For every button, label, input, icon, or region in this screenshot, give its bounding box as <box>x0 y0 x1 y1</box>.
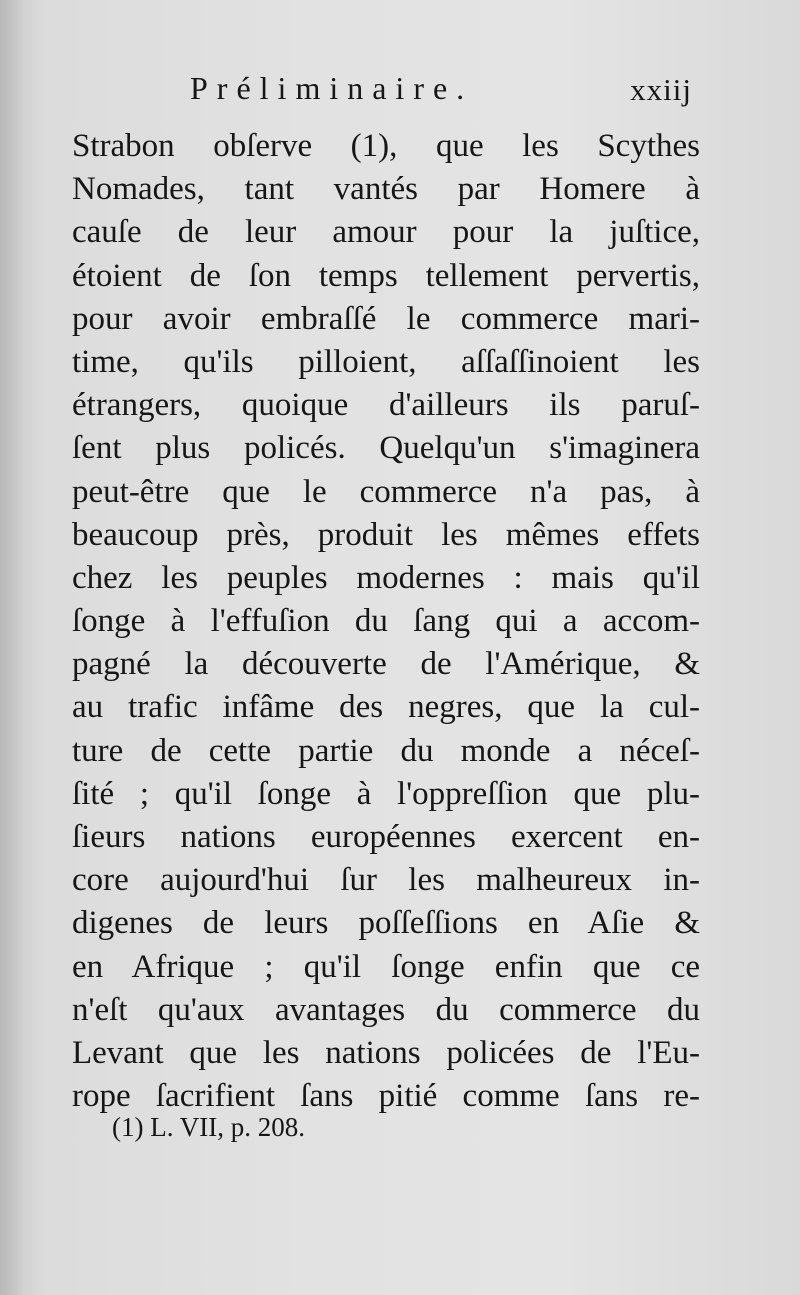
text-line: Levant que les nations policées de l'Eu- <box>72 1034 700 1071</box>
text-line: digenes de leurs poſſeſſions en Aſie & <box>72 905 700 942</box>
text-line: au trafic infâme des negres, que la cul- <box>72 689 700 726</box>
body-text <box>72 125 700 1118</box>
text-line: ſité ; qu'il ſonge à l'oppreſſion que plu- <box>72 775 700 812</box>
text-line: rope ſacrifient ſans pitié comme ſans re- <box>72 1078 700 1115</box>
text-line: beaucoup près, produit les mêmes effets <box>72 516 700 553</box>
text-line: chez les peuples modernes : mais qu'il <box>72 559 700 596</box>
text-line: ſieurs nations européennes exercent en- <box>72 819 700 855</box>
text-line: Nomades, tant vantés par Homere à <box>72 171 700 208</box>
text-line: étoient de ſon temps tellement pervertis, <box>72 257 700 294</box>
text-line: pour avoir embraſſé le commerce mari- <box>72 300 700 337</box>
text-line: cauſe de leur amour pour la juſtice, <box>72 214 700 251</box>
text-line: Strabon obſerve (1), que les Scythes <box>72 128 700 164</box>
text-line: en Afrique ; qu'il ſonge enfin que ce <box>72 948 700 985</box>
text-line: core aujourd'hui ſur les malheureux in- <box>72 862 700 899</box>
text-line: pagné la découverte de l'Amérique, & <box>72 646 700 683</box>
page-header <box>72 70 692 120</box>
text-line: étrangers, quoique d'ailleurs ils paruſ- <box>72 387 700 424</box>
page-number: xxiij <box>630 72 692 107</box>
text-line: n'eſt qu'aux avantages du commerce du <box>72 991 700 1028</box>
text-line: ſent plus policés. Quelqu'un s'imaginera <box>72 430 700 467</box>
text-line: peut-être que le commerce n'a pas, à <box>72 473 700 510</box>
text-line: ſonge à l'effuſion du ſang qui a accom- <box>72 603 700 640</box>
text-line: time, qu'ils pilloient, aſſaſſinoient les <box>72 343 700 380</box>
text-line: ture de cette partie du monde a néceſ- <box>72 732 700 769</box>
running-title: Préliminaire. <box>190 70 474 106</box>
footnote: (1) L. VII, p. 208. <box>112 1112 305 1142</box>
gutter-shadow <box>0 0 24 1295</box>
